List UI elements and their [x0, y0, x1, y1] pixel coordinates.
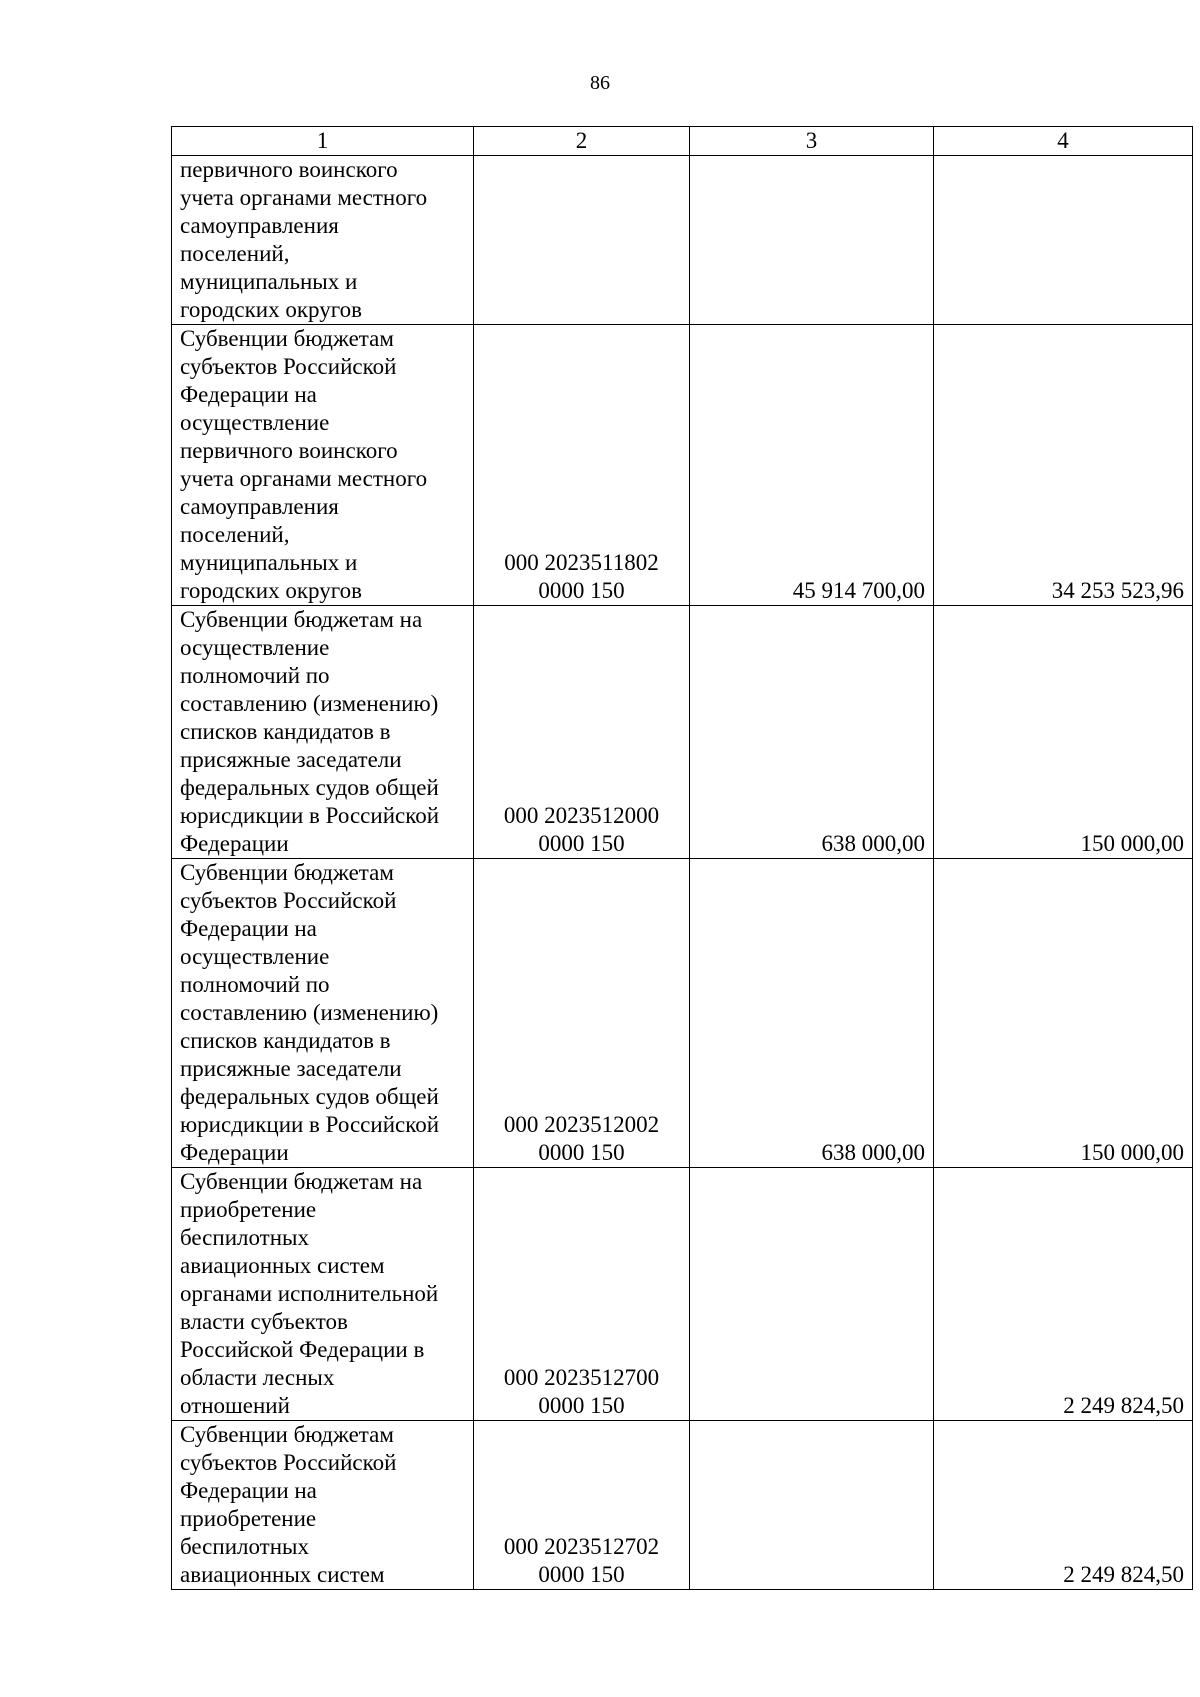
row-description: Субвенции бюджетам на осуществление полномочий по составлению (изменению) списков кандидатов в присяжные заседатели федеральных судов общей юрисдикции в Российской Федерации [172, 606, 474, 859]
row-budget-code: 000 2023512000 0000 150 [474, 606, 690, 859]
row-value-col3: 638 000,00 [690, 606, 934, 859]
row-value-col4: 34 253 523,96 [934, 325, 1193, 606]
table-row [172, 859, 1193, 1168]
row-budget-code: 000 2023512702 0000 150 [474, 1421, 690, 1590]
row-value-col4: 2 249 824,50 [934, 1168, 1193, 1421]
row-budget-code [474, 156, 690, 325]
row-description: Субвенции бюджетам на приобретение беспилотных авиационных систем органами исполнительной власти субъектов Российской Федерации в области лесных отношений [172, 1168, 474, 1421]
table-row [172, 325, 1193, 606]
row-value-col3 [690, 1168, 934, 1421]
row-description: Субвенции бюджетам субъектов Российской Федерации на осуществление первичного воинского учета органами местного самоуправления поселений, муниципальных и городских округов [172, 325, 474, 606]
row-value-col3 [690, 156, 934, 325]
row-value-col4: 150 000,00 [934, 859, 1193, 1168]
row-budget-code: 000 2023512700 0000 150 [474, 1168, 690, 1421]
row-description: Субвенции бюджетам субъектов Российской Федерации на осуществление полномочий по составлению (изменению) списков кандидатов в присяжные заседатели федеральных судов общей юрисдикции в Российской Федерации [172, 859, 474, 1168]
table-header-row [172, 127, 1193, 156]
row-budget-code: 000 2023512002 0000 150 [474, 859, 690, 1168]
row-value-col3: 638 000,00 [690, 859, 934, 1168]
column-header-4: 4 [934, 127, 1193, 156]
budget-table [171, 126, 1193, 1590]
table-row [172, 1168, 1193, 1421]
row-value-col3 [690, 1421, 934, 1590]
table-row [172, 156, 1193, 325]
table-row [172, 1421, 1193, 1590]
row-description: Субвенции бюджетам субъектов Российской Федерации на приобретение беспилотных авиационных систем [172, 1421, 474, 1590]
table-row [172, 606, 1193, 859]
row-value-col3: 45 914 700,00 [690, 325, 934, 606]
row-description: первичного воинского учета органами местного самоуправления поселений, муниципальных и городских округов [172, 156, 474, 325]
row-value-col4 [934, 156, 1193, 325]
page-number: 86 [590, 72, 610, 94]
row-budget-code: 000 2023511802 0000 150 [474, 325, 690, 606]
row-value-col4: 2 249 824,50 [934, 1421, 1193, 1590]
row-value-col4: 150 000,00 [934, 606, 1193, 859]
column-header-1: 1 [172, 127, 474, 156]
column-header-3: 3 [690, 127, 934, 156]
column-header-2: 2 [474, 127, 690, 156]
